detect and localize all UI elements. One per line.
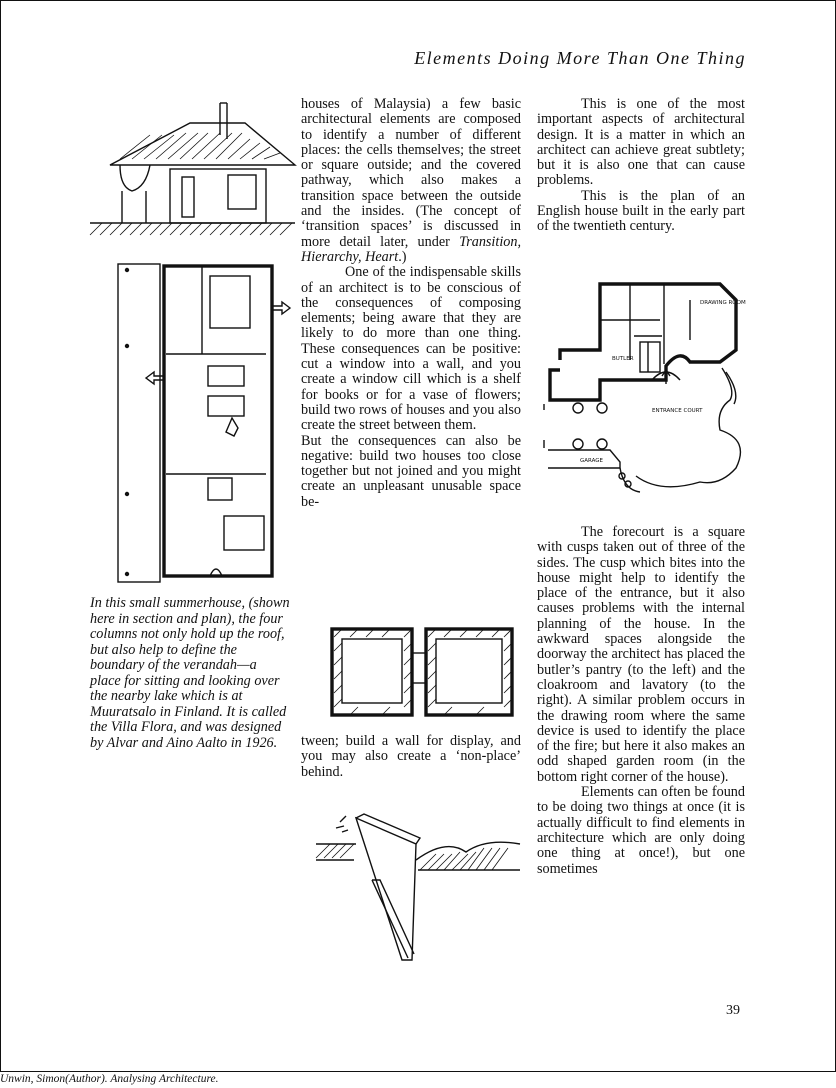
right-paragraph-1: This is one of the most important aspects of architectural design. It is a matter in which an architect can achieve great subtlety; but it is also one that can cause problems. [537, 96, 745, 189]
middle-column-lower [301, 734, 521, 780]
drawing-room-label: DRAWING ROOM [700, 300, 746, 306]
right-paragraph-2: This is the plan of an English house built in the early part of the twentieth century. [537, 187, 745, 235]
middle-paragraph-1-text: houses of Malaysia) a few basic architectural elements are composed to identify a number of different places: the cells themselves; the street or square outside; and the covered pathway, which also makes a transition space between the outside and the insides. (The concept of ‘transition spaces’ is discussed in more detail later, under [301, 96, 521, 250]
summerhouse-plan-drawing [116, 262, 291, 587]
running-title: Elements Doing More Than One Thing [414, 48, 746, 68]
entrance-court-label: ENTRANCE COURT [652, 408, 703, 414]
middle-paragraph-2: One of the indispensable skills of an architect is to be conscious of the consequences of composing elements; being aware that they are likely to do more than one thing. These consequences can be positive: cut a window into a wall, and you create a window cill which is a shelf for books or for a vase of flowers; build two rows of houses and you also create the street between them. [301, 264, 521, 434]
summerhouse-section-drawing [90, 95, 295, 240]
right-column-upper [537, 97, 745, 235]
middle-paragraph-4: tween; build a wall for display, and you may also create a ‘non-place’ behind. [301, 733, 521, 780]
footer-credit: Unwin, Simon(Author). Analysing Architecture. [0, 1073, 219, 1085]
middle-column-upper [301, 97, 521, 510]
english-house-plan-drawing [540, 280, 745, 510]
figure-caption: In this small summerhouse, (shown here in section and plan), the four columns not only hold up the roof, but also help to define the boundary of the verandah—a place for sitting and looking over the nearby lake which is at Muuratsalo in Finland. It is called the Villa Flora, and was designed by Alvar and Aino Aalto in 1926. [90, 595, 290, 751]
right-column-lower [537, 525, 745, 877]
middle-paragraph-3: But the consequences can also be negative: build two houses too close together but not joined and you might create an unpleasant unusable space be- [301, 432, 521, 510]
garage-label: GARAGE [580, 458, 604, 464]
right-paragraph-3: The forecourt is a square with cusps taken out of three of the sides. The cusp which bites into the house might help to identify the place of the entrance, but it also causes problems with the internal planning of the house. In the awkward spaces alongside the doorway the architect has placed the butler’s pantry (to the left) and the cloakroom and lavatory (to the right). A similar problem occurs in the drawing room where the same device is used to identify the place of the fire; but here it also makes an odd shaped garden room (in the bottom right corner of the house). [537, 524, 745, 785]
butler-label: BUTLER [612, 356, 634, 362]
right-paragraph-4: Elements can often be found to be doing two things at once (it is actually difficult to find elements in architecture which are only doing one thing at once!), but one sometimes [537, 784, 745, 877]
middle-paragraph-1 [301, 97, 521, 265]
middle-paragraph-1-end: .) [398, 248, 407, 265]
page-number: 39 [726, 1003, 740, 1018]
wall-sketch-drawing [316, 808, 520, 964]
two-houses-drawing [330, 627, 516, 717]
middle-paragraph-1-italic: Transition, Hierarchy, Heart [301, 233, 521, 265]
